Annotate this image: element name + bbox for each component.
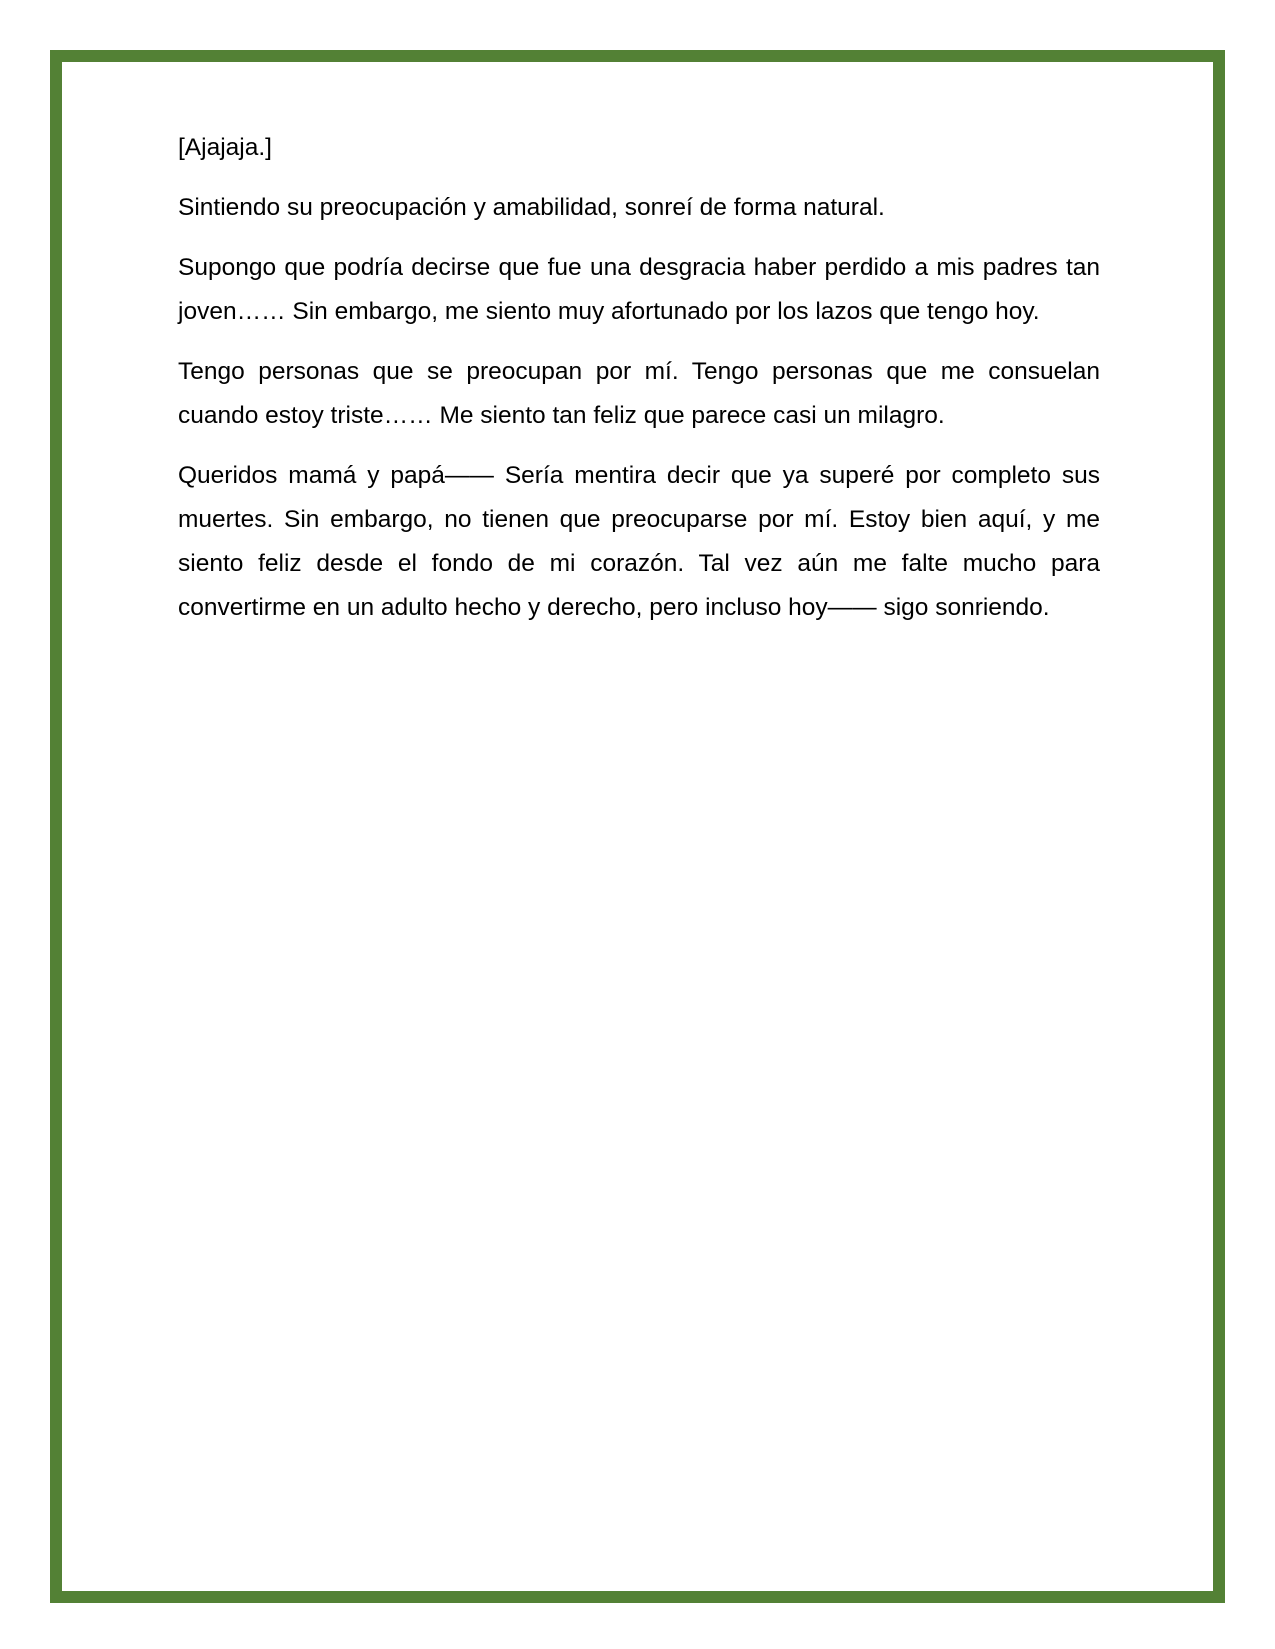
paragraph: [Ajajaja.] xyxy=(178,134,272,161)
document-body xyxy=(178,126,1100,646)
paragraph: Queridos mamá y papá—— Sería mentira decir que ya superé por completo sus muertes. Sin embargo, no tienen que preocuparse por mí. Estoy bien aquí, y me siento feliz desde el fondo de mi corazón. Tal vez aún me falte mucho para convertirme en un adulto hecho y derecho, pero incluso hoy—— sigo sonriendo. xyxy=(178,462,1100,621)
paragraph: Tengo personas que se preocupan por mí. Tengo personas que me consuelan cuando estoy triste…… Me siento tan feliz que parece casi un milagro. xyxy=(178,358,1100,429)
paragraph: Supongo que podría decirse que fue una desgracia haber perdido a mis padres tan joven…… Sin embargo, me siento muy afortunado por los lazos que tengo hoy. xyxy=(178,254,1100,325)
paragraph: Sintiendo su preocupación y amabilidad, sonreí de forma natural. xyxy=(178,194,885,221)
